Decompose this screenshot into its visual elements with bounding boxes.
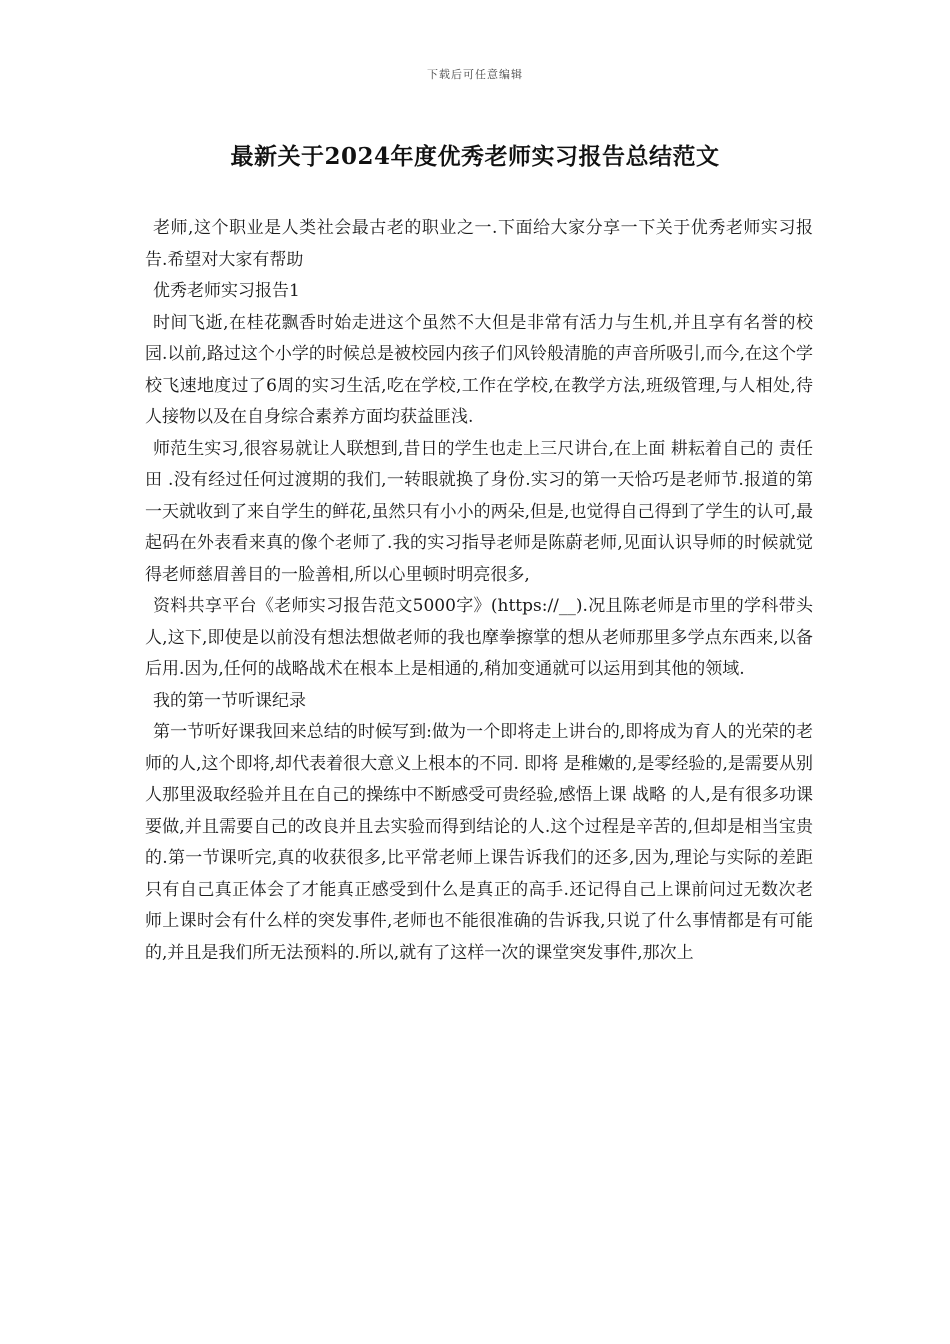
section-heading-report-1: 优秀老师实习报告1 [153, 281, 300, 301]
document-title: 最新关于2024年度优秀老师实习报告总结范文 [230, 143, 720, 170]
header-note: 下载后可任意编辑 [427, 68, 523, 81]
paragraph: 资料共享平台《老师实习报告范文5000字》(https://__).况且陈老师是市里的学科带头人,这下,即使是以前没有想法想做老师的我也摩拳擦掌的想从老师那里多学点东西来,以备后用.因为,任何的战略战术在根本上是相通的,稍加变通就可以运用到其他的领域. [145, 596, 813, 679]
paragraph: 师范生实习,很容易就让人联想到,昔日的学生也走上三尺讲台,在上面 耕耘着自己的 责任田 .没有经过任何过渡期的我们,一转眼就换了身份.实习的第一天恰巧是老师节.报道的第一天就收到了来自学生的鲜花,虽然只有小小的两朵,但是,也觉得自己得到了学生的认可,最起码在外表看来真的像个老师了.我的实习指导老师是陈蔚老师,见面认识导师的时候就觉得老师慈眉善目的一脸善相,所以心里顿时明亮很多, [145, 438, 813, 585]
paragraph: 时间飞逝,在桂花飘香时始走进这个虽然不大但是非常有活力与生机,并且享有名誉的校园.以前,路过这个小学的时候总是被校园内孩子们风铃般清脆的声音所吸引,而今,在这个学校飞速地度过了6周的实习生活,吃在学校,工作在学校,在教学方法,班级管理,与人相处,待人接物以及在自身综合素养方面均获益匪浅. [145, 312, 813, 427]
document-body [145, 213, 813, 969]
section-heading-first-lesson: 我的第一节听课纪录 [153, 690, 306, 711]
paragraph-intro: 老师,这个职业是人类社会最古老的职业之一.下面给大家分享一下关于优秀老师实习报告.希望对大家有帮助 [145, 218, 813, 270]
paragraph: 第一节听好课我回来总结的时候写到:做为一个即将走上讲台的,即将成为育人的光荣的老师的人,这个即将,却代表着很大意义上根本的不同. 即将 是稚嫩的,是零经验的,是需要从别人那里汲取经验并且在自己的操练中不断感受可贵经验,感悟上课 战略 的人,是有很多功课要做,并且需要自己的改良并且去实验而得到结论的人.这个过程是辛苦的,但却是相当宝贵的.第一节课听完,真的收获很多,比平常老师上课告诉我们的还多,因为,理论与实际的差距只有自己真正体会了才能真正感受到什么是真正的高手.还记得自己上课前问过无数次老师上课时会有什么样的突发事件,老师也不能很准确的告诉我,只说了什么事情都是有可能的,并且是我们所无法预料的.所以,就有了这样一次的课堂突发事件,那次上 [145, 722, 813, 963]
